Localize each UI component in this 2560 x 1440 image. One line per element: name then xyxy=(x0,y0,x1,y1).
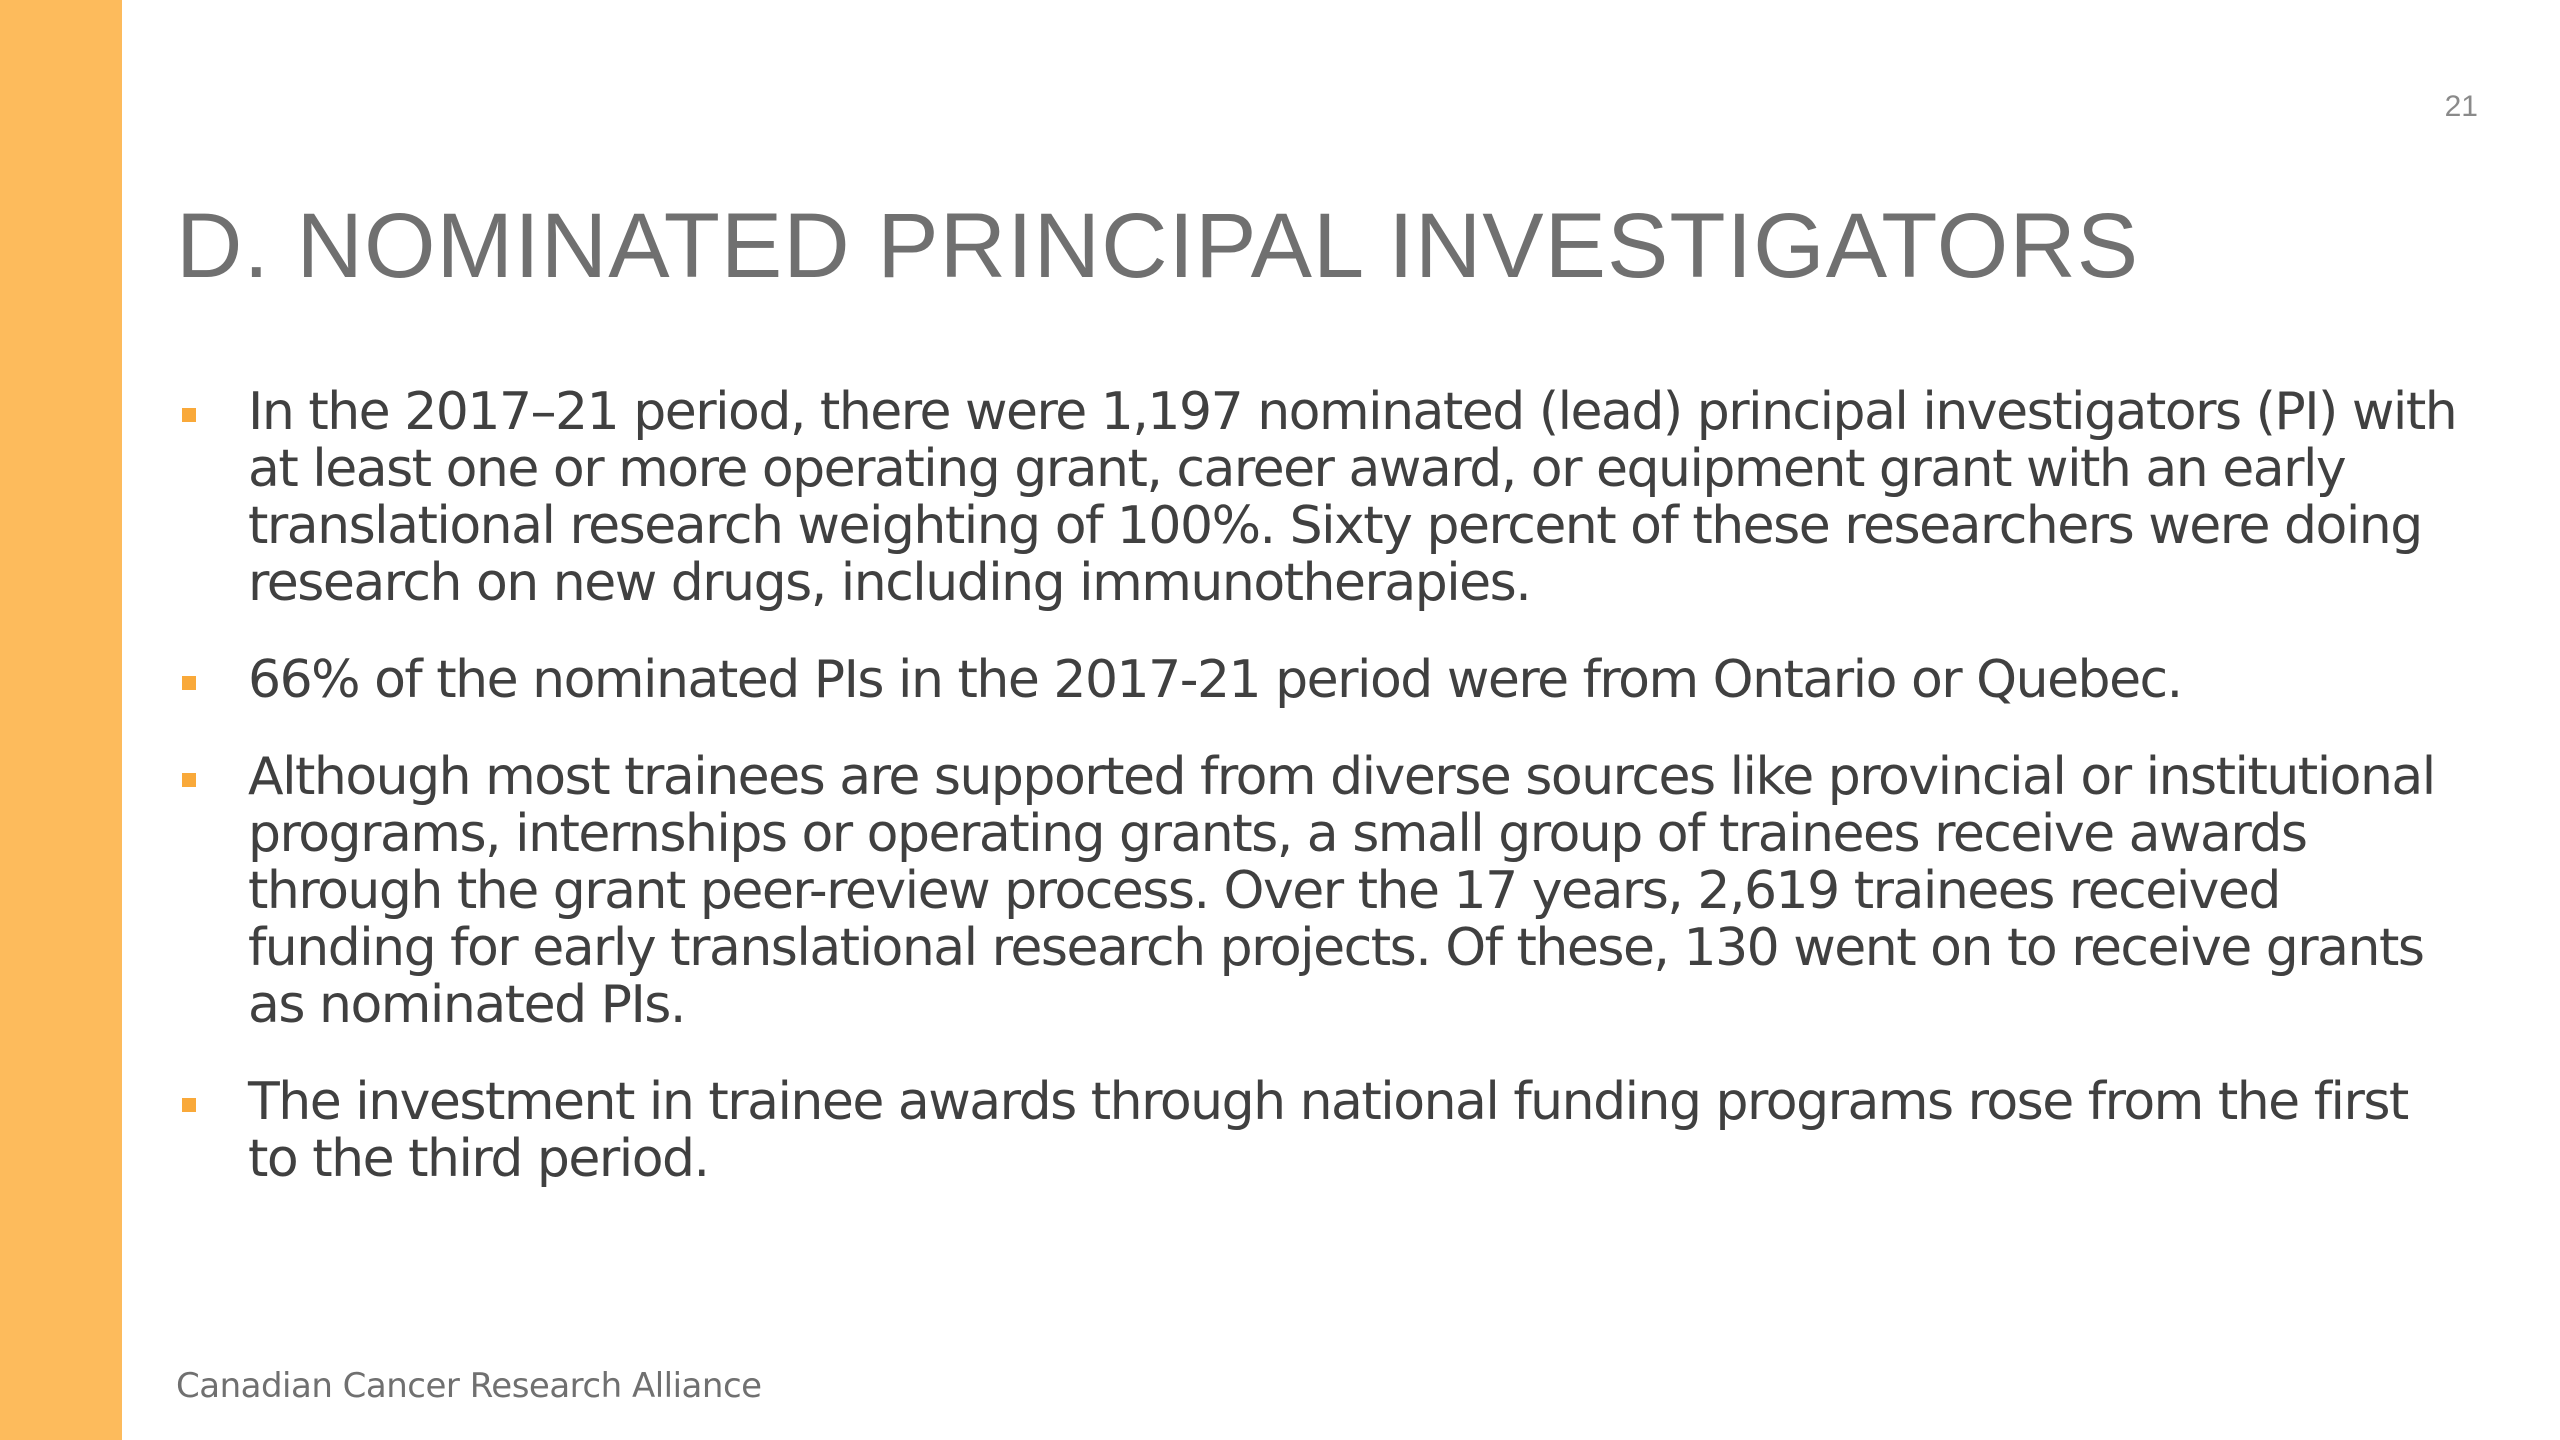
square-bullet-icon xyxy=(182,676,196,690)
bullet-text: The investment in trainee awards through national funding programs rose from the first to the third period. xyxy=(248,1072,2408,1189)
page-number: 21 xyxy=(2444,90,2478,123)
accent-bar xyxy=(0,0,122,1440)
slide-title: D. NOMINATED PRINCIPAL INVESTIGATORS xyxy=(176,195,2140,297)
bullet-item xyxy=(176,749,2466,1034)
bullet-item xyxy=(176,652,2466,709)
bullet-item xyxy=(176,1074,2466,1188)
square-bullet-icon xyxy=(182,1098,196,1112)
footer-organization: Canadian Cancer Research Alliance xyxy=(176,1366,762,1406)
bullet-text: 66% of the nominated PIs in the 2017-21 period were from Ontario or Quebec. xyxy=(248,650,2182,710)
bullet-text: In the 2017–21 period, there were 1,197 nominated (lead) principal investigators (PI) with at least one or more operating grant, career award, or equipment grant with an early translational research weighting of 100%. Sixty percent of these researchers were doing research on new drugs, including immunotherapies. xyxy=(248,382,2457,613)
square-bullet-icon xyxy=(182,408,196,422)
bullet-list xyxy=(176,384,2466,1228)
square-bullet-icon xyxy=(182,773,196,787)
bullet-text: Although most trainees are supported from diverse sources like provincial or institutional programs, internships or operating grants, a small group of trainees receive awards through the grant peer-review process. Over the 17 years, 2,619 trainees received funding for early translational research projects. Of these, 130 went on to receive grants as nominated PIs. xyxy=(248,747,2435,1035)
bullet-item xyxy=(176,384,2466,612)
